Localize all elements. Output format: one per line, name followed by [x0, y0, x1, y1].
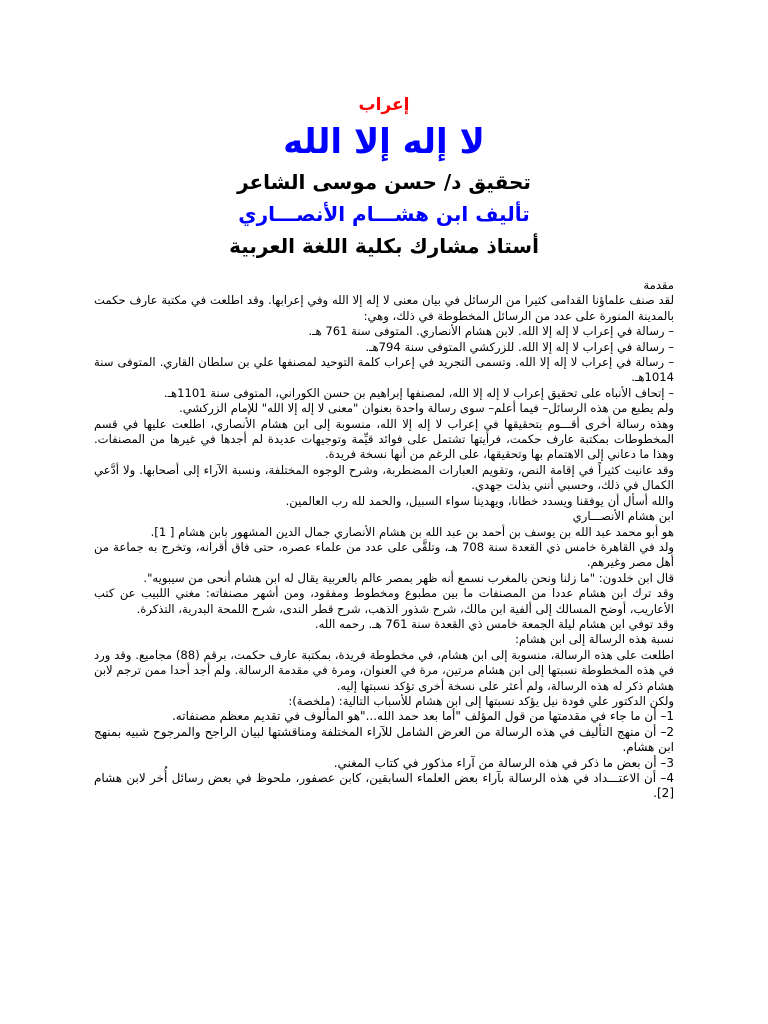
paragraph: هو أبو محمد عبد الله بن يوسف بن أحمد بن عبد الله بن هشام الأنصاري جمال الدين المشهور بابن هشام [ 1].	[150, 524, 674, 539]
paragraph: ولد في القاهرة خامس ذي القعدة سنة 708 هـ، وتلقَّى على عدد من علماء عصره، حتى فاق أقرانه، وتخرج به جماعة من أهل مصر وغيرهم.	[94, 539, 674, 570]
document-kicker: إعراب	[358, 95, 410, 115]
editor-line: تحقيق د/ حسن موسى الشاعر	[237, 170, 531, 194]
list-item: – إتحاف الأنباه على تحقيق إعراب لا إله إلا الله، لمصنفها إبراهيم بن حسن الكوراني، المتوفى سنة 1101هـ.	[163, 385, 674, 400]
numbered-item: 3– أن بعض ما ذكر في هذه الرسالة من آراء مذكور في كتاب المغني.	[333, 755, 674, 770]
document-body	[94, 278, 674, 802]
numbered-item: 1– أن ما جاء في مقدمتها من قول المؤلف "أما بعد حمد الله..."هو المألوف في تقديم معظم مصنفاته.	[171, 709, 674, 724]
paragraph: لقد صنف علماؤنا القدامى كثيرا من الرسائل في بيان معنى لا إله إلا الله وفي إعرابها. وقد اطلعت في مكتبة عارف حكمت بالمدينة المنورة على عدد من الرسائل المخطوطة في ذلك، وهي:	[94, 293, 674, 323]
paragraph: ولكن الدكتور علي فودة نيل يؤكد نسبتها إلى ابن هشام للأسباب التالية: (ملخصة):	[288, 693, 674, 708]
section-heading-introduction: مقدمة	[643, 278, 674, 292]
paragraph: وقد ترك ابن هشام عددا من المصنفات ما بين مطبوع ومخطوط ومفقود، ومن أشهر مصنفاته: مغني اللبيب عن كتب الأعاريب، أوضح المسالك إلى ألفية ابن مالك، شرح شذور الذهب، شرح قطر الندى، شرح اللمحة البدرية، التذكرة.	[94, 586, 674, 616]
paragraph: وقد عانيت كثيراً في إقامة النص، وتقويم العبارات المضطربة، وشرح الوجوه المختلفة، ونسبة الآراء إلى أصحابها. ولا أدَّعي الكمال في ذلك، وحسبي أنني بذلت جهدي.	[94, 462, 674, 493]
numbered-item: 4– أن الاعتـــداد في هذه الرسالة بآراء بعض العلماء السابقين، كابن عصفور، ملحوظ في بعض رسائل أُخر لابن هشام [2].	[94, 771, 674, 801]
numbered-item: 2– أن منهج التأليف في هذه الرسالة من العرض الشامل للآراء المختلفة ومناقشتها لبيان الراجح والمرجوح شبيه بمنهج ابن هشام.	[94, 724, 674, 755]
author-line: تأليف ابن هشـــام الأنصـــاري	[238, 202, 530, 226]
paragraph: قال ابن خلدون: "ما زلنا ونحن بالمغرب نسمع أنه ظهر بمصر عالم بالعربية يقال له ابن هشام أنحى من سيبويه".	[143, 570, 674, 585]
section-heading-author: ابن هشام الأنصـــاري	[572, 509, 674, 524]
paragraph: اطلعت على هذه الرسالة، منسوبة إلى ابن هشام، في مخطوطة فريدة، بمكتبة عارف حكمت، برقم (88) مجاميع. وقد ورد في هذه المخطوطة نسبتها إلى ابن هشام مرتين، مرة في العنوان، ومرة في مقدمة الرسالة. ولم أجد أحدا ممن ترجم لابن هشام ذكر له هذه الرسالة، ولم أعثر على نسخة أخرى تؤكد نسبتها إليه.	[94, 647, 674, 693]
title-block	[0, 92, 768, 262]
author-position: أستاذ مشارك بكلية اللغة العربية	[229, 234, 539, 258]
paragraph: والله أسأل أن يوفقنا ويسدد خطانا، ويهدينا سواء السبيل، والحمد لله رب العالمين.	[285, 493, 674, 508]
paragraph: ولم يطبع من هذه الرسائل– فيما أعلم– سوى رسالة واحدة بعنوان "معنى لا إله إلا الله" للإمام الزركشي.	[179, 401, 674, 416]
paragraph: وقد توفي ابن هشام ليلة الجمعة خامس ذي القعدة سنة 761 هـ. رحمه الله.	[314, 616, 674, 631]
list-item: – رسالة في إعراب لا إله إلا الله. لابن هشام الأنصاري. المتوفى سنة 761 هـ.	[308, 324, 674, 339]
document-title: لا إله إلا الله	[283, 122, 485, 162]
list-item: – رسالة في إعراب لا إله إلا الله. وتسمى التجريد في إعراب كلمة التوحيد لمصنفها علي بن سلطان القاري. المتوفى سنة 1014هـ.	[94, 355, 674, 385]
section-heading-attribution: نسبة هذه الرسالة إلى ابن هشام:	[515, 632, 674, 647]
paragraph: وهذه رسالة أخرى أقـــوم بتحقيقها في إعراب لا إله إلا الله، منسوبة إلى ابن هشام الأنصاري، اطلعت عليها في قسم المخطوطات بمكتبة عارف حكمت، فرأيتها تشتمل على فوائد قيِّمة وتوجيهات عديدة لم أجدها في غيرها من المصنفات. وهذا ما دعاني إلى الاهتمام بها وتحقيقها، على الرغم من أنها نسخة فريدة.	[94, 416, 674, 462]
list-item: – رسالة في إعراب لا إله إلا الله. للزركشي المتوفى سنة 794هـ.	[365, 339, 674, 354]
